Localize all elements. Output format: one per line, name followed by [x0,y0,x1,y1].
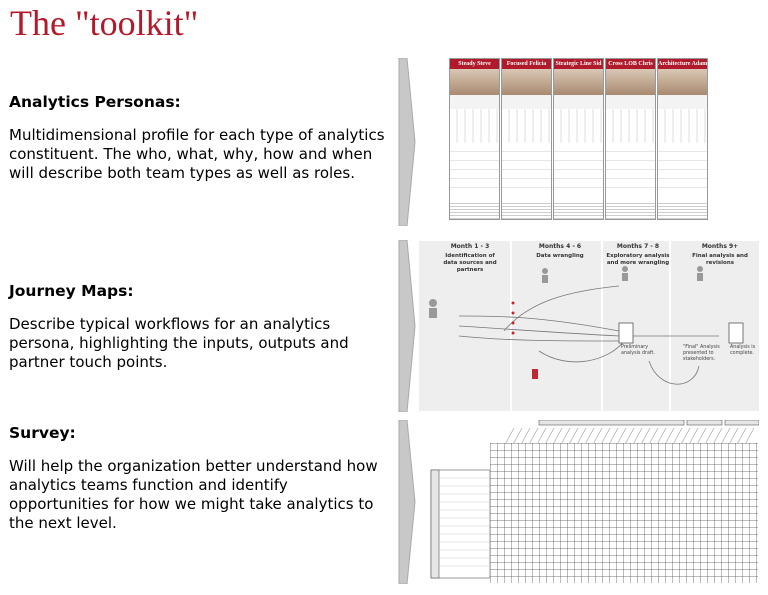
chevron-arrow-icon [398,420,416,584]
journey-heading: Journey Maps: [9,282,134,300]
persona-photo [658,69,707,95]
persona-card [501,58,552,220]
persona-name: Strategic Line Sid [555,61,602,67]
month-label: Months 4 - 6 [538,243,582,250]
survey-description: Will help the organization better understand how analytics teams function and identify opportunities for how we might take analytics to the next level. [9,457,378,532]
persona-photo [606,69,655,95]
phase-label: Data wrangling [536,253,584,259]
persona-photo [502,69,551,95]
section-journey-maps [9,282,387,372]
persona-photo [554,69,603,95]
persona-photo [450,69,499,95]
personas-thumbnail [449,58,711,220]
journey-note: Analysis is complete. [730,345,756,356]
journey-description: Describe typical workflows for an analytics persona, highlighting the inputs, outputs and partner touch points. [9,315,349,371]
personas-description: Multidimensional profile for each type of analytics constituent. The who, what, why, how and when will describe both team types as well as roles. [9,126,385,182]
persona-card [605,58,656,220]
month-label: Months 7 - 8 [616,243,660,250]
page-title: The "toolkit" [10,3,199,43]
journey-flow-diagram [419,241,759,411]
persona-name: Cross LOB Chris [606,59,655,69]
journey-note: Preliminary analysis draft. [621,345,655,356]
survey-grid [490,443,758,583]
section-survey [9,424,387,533]
chevron-arrow-icon [398,240,416,412]
chevron-arrow-icon [398,58,416,226]
survey-heading: Survey: [9,424,76,442]
persona-name: Architecture Adam [658,61,707,67]
persona-name: Focused Felicia [502,59,551,69]
persona-name: Steady Steve [450,59,499,69]
phase-label: Final analysis and revisions [692,253,748,266]
section-personas [9,93,387,183]
month-label: Month 1 - 3 [450,243,490,250]
phase-label: Exploratory analysis and more wrangling [606,253,670,266]
persona-card [449,58,500,220]
persona-card [553,58,604,220]
phase-label: Identification of data sources and partners [443,253,497,273]
persona-card [657,58,708,220]
month-label: Months 9+ [701,243,739,250]
personas-heading: Analytics Personas: [9,93,181,111]
journey-note: "Final" Analysis presented to stakeholders. [683,345,720,362]
